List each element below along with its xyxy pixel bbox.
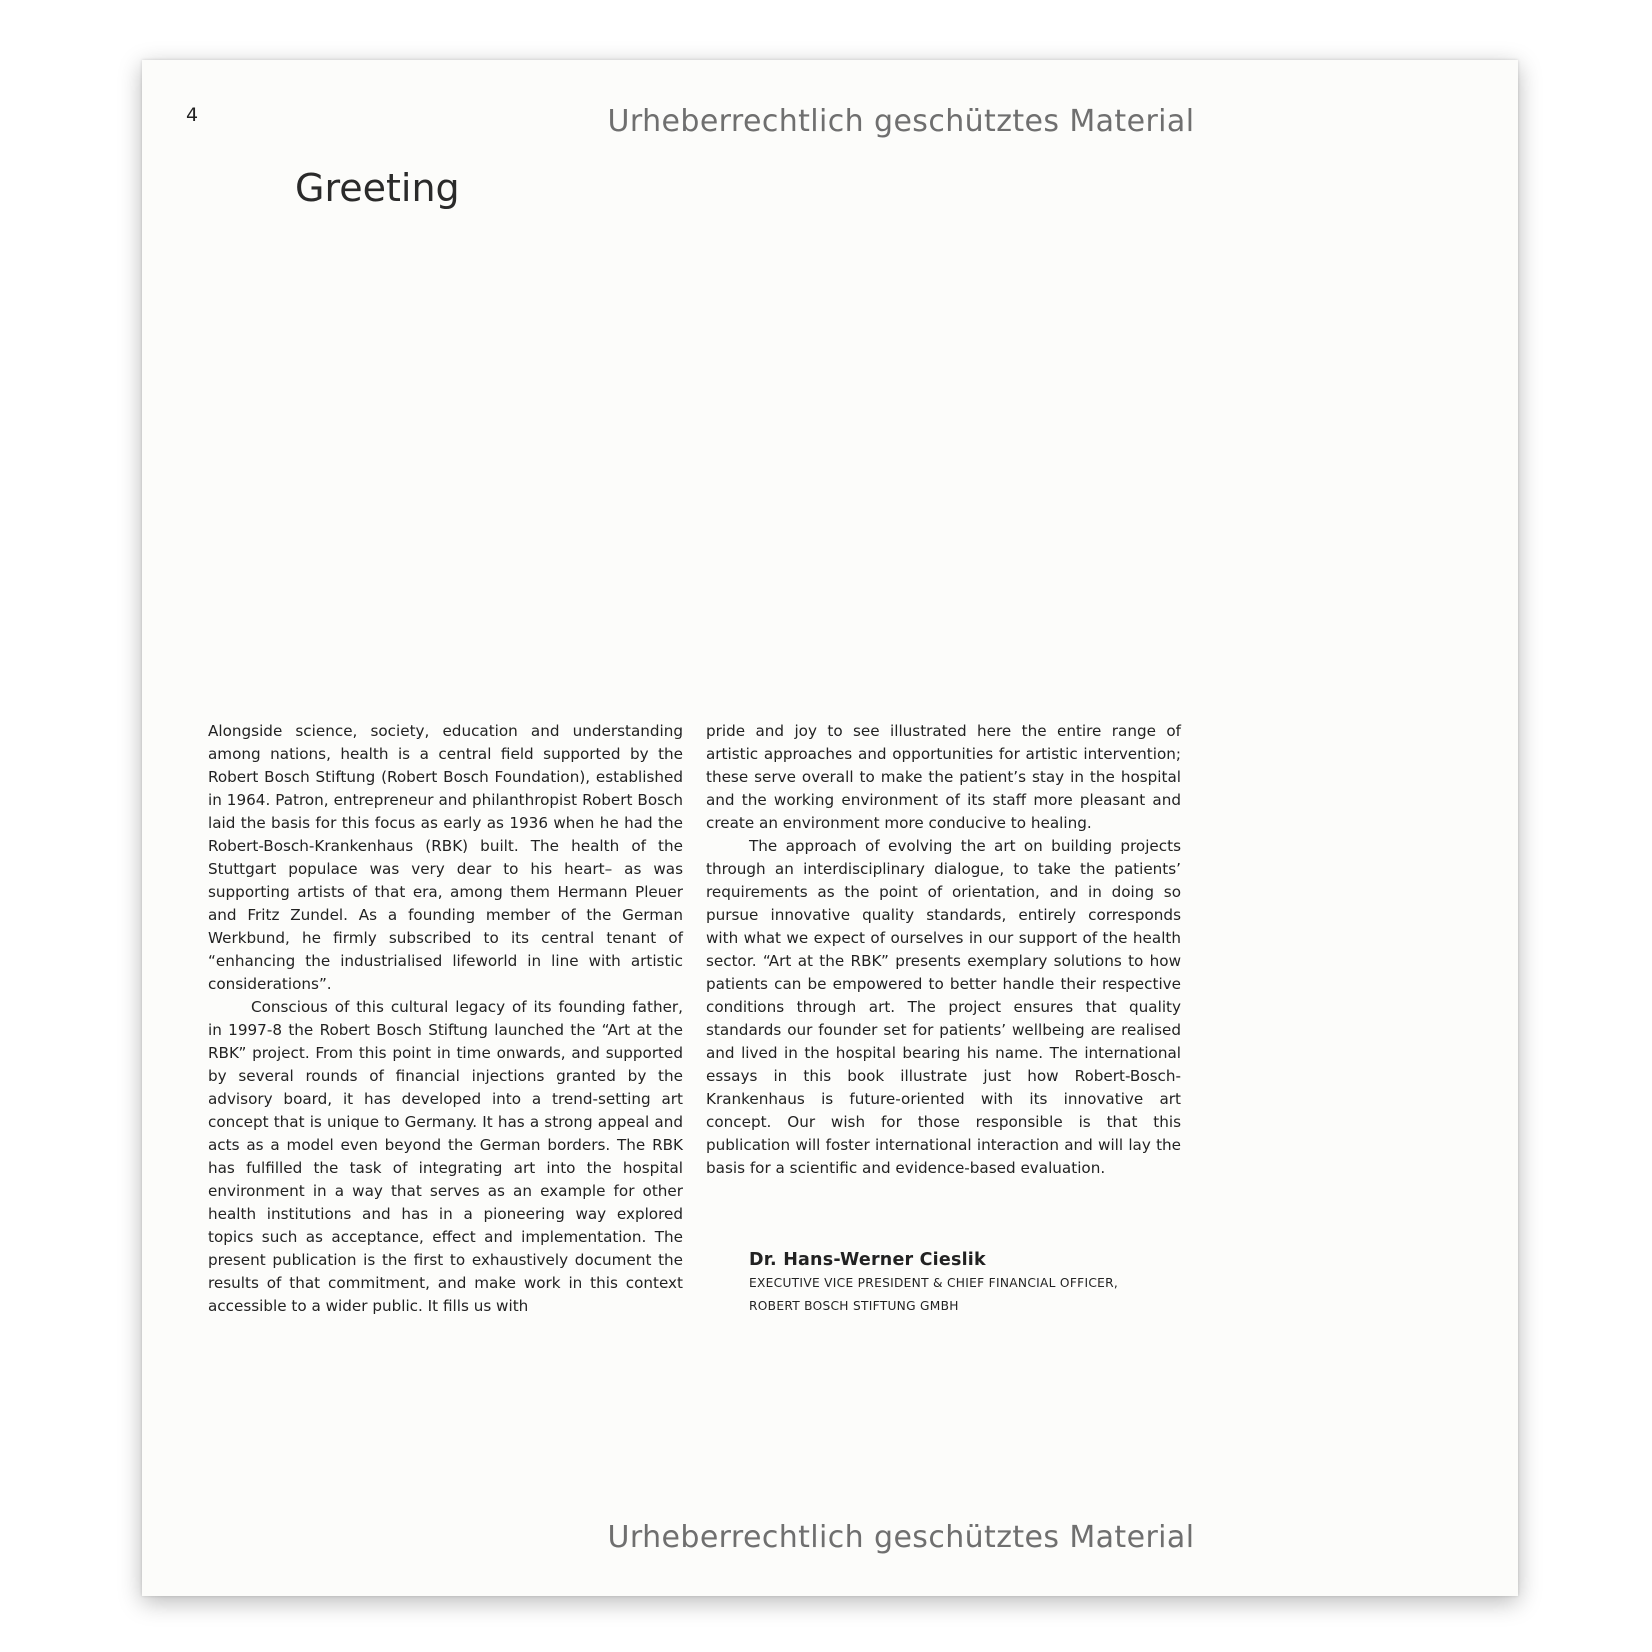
signatory-role [749, 1272, 1189, 1318]
page-title: Greeting [295, 166, 460, 210]
right-paragraph-1: pride and joy to see illustrated here the entire range of artistic approaches and opportunities for artistic intervention; these serve overall to make the patient’s stay in the hospital and the working environment of its staff more pleasant and create an environment more conducive to healing. [706, 722, 1181, 832]
left-paragraph-1: Alongside science, society, education and understanding among nations, health is a central field supported by the Robert Bosch Stiftung (Robert Bosch Foundation), established in 1964. Patron, entrepreneur and philanthropist Robert Bosch laid the basis for this focus as early as 1936 when he had the Robert-Bosch-Krankenhaus (RBK) built. The health of the Stuttgart populace was very dear to his heart– as was supporting artists of that era, among them Hermann Pleuer and Fritz Zundel. As a founding member of the German Werkbund, he firmly subscribed to its central tenant of “enhancing the industrialised lifeworld in line with artistic considerations”. [208, 722, 683, 993]
watermark-top: Urheberrechtlich geschütztes Material [607, 104, 1195, 139]
watermark-bottom: Urheberrechtlich geschütztes Material [607, 1520, 1195, 1555]
left-paragraph-2: Conscious of this cultural legacy of its founding father, in 1997-8 the Robert Bosch Stiftung launched the “Art at the RBK” project. From this point in time onwards, and supported by several rounds of financial injections granted by the advisory board, it has developed into a trend-setting art concept that is unique to Germany. It has a strong appeal and acts as a model even beyond the German borders. The RBK has fulfilled the task of integrating art into the hospital environment in a way that serves as an example for other health institutions and has in a pioneering way explored topics such as acceptance, effect and implementation. The present publication is the first to exhaustively document the results of that commitment, and make work in this context accessible to a wider public. It fills us with [208, 998, 683, 1315]
document-page [142, 60, 1518, 1596]
signatory-role-line-2: ROBERT BOSCH STIFTUNG GMBH [749, 1299, 959, 1313]
left-text-column [208, 720, 683, 1318]
signatory-name: Dr. Hans-Werner Cieslik [749, 1250, 986, 1270]
signature-block [749, 1250, 1189, 1318]
right-text-column [706, 720, 1181, 1180]
right-paragraph-2: The approach of evolving the art on building projects through an interdisciplinary dialogue, to take the patients’ requirements as the point of orientation, and in doing so pursue innovative quality standards, entirely corresponds with what we expect of ourselves in our support of the health sector. “Art at the RBK” presents exemplary solutions to how patients can be empowered to better handle their respective conditions through art. The project ensures that quality standards our founder set for patients’ wellbeing are realised and lived in the hospital bearing his name. The international essays in this book illustrate just how Robert-Bosch-Krankenhaus is future-oriented with its innovative art concept. Our wish for those responsible is that this publication will foster international interaction and will lay the basis for a scientific and evidence-based evaluation. [706, 837, 1181, 1177]
page-number: 4 [186, 104, 199, 126]
signatory-role-line-1: EXECUTIVE VICE PRESIDENT & CHIEF FINANCIAL OFFICER, [749, 1276, 1119, 1290]
